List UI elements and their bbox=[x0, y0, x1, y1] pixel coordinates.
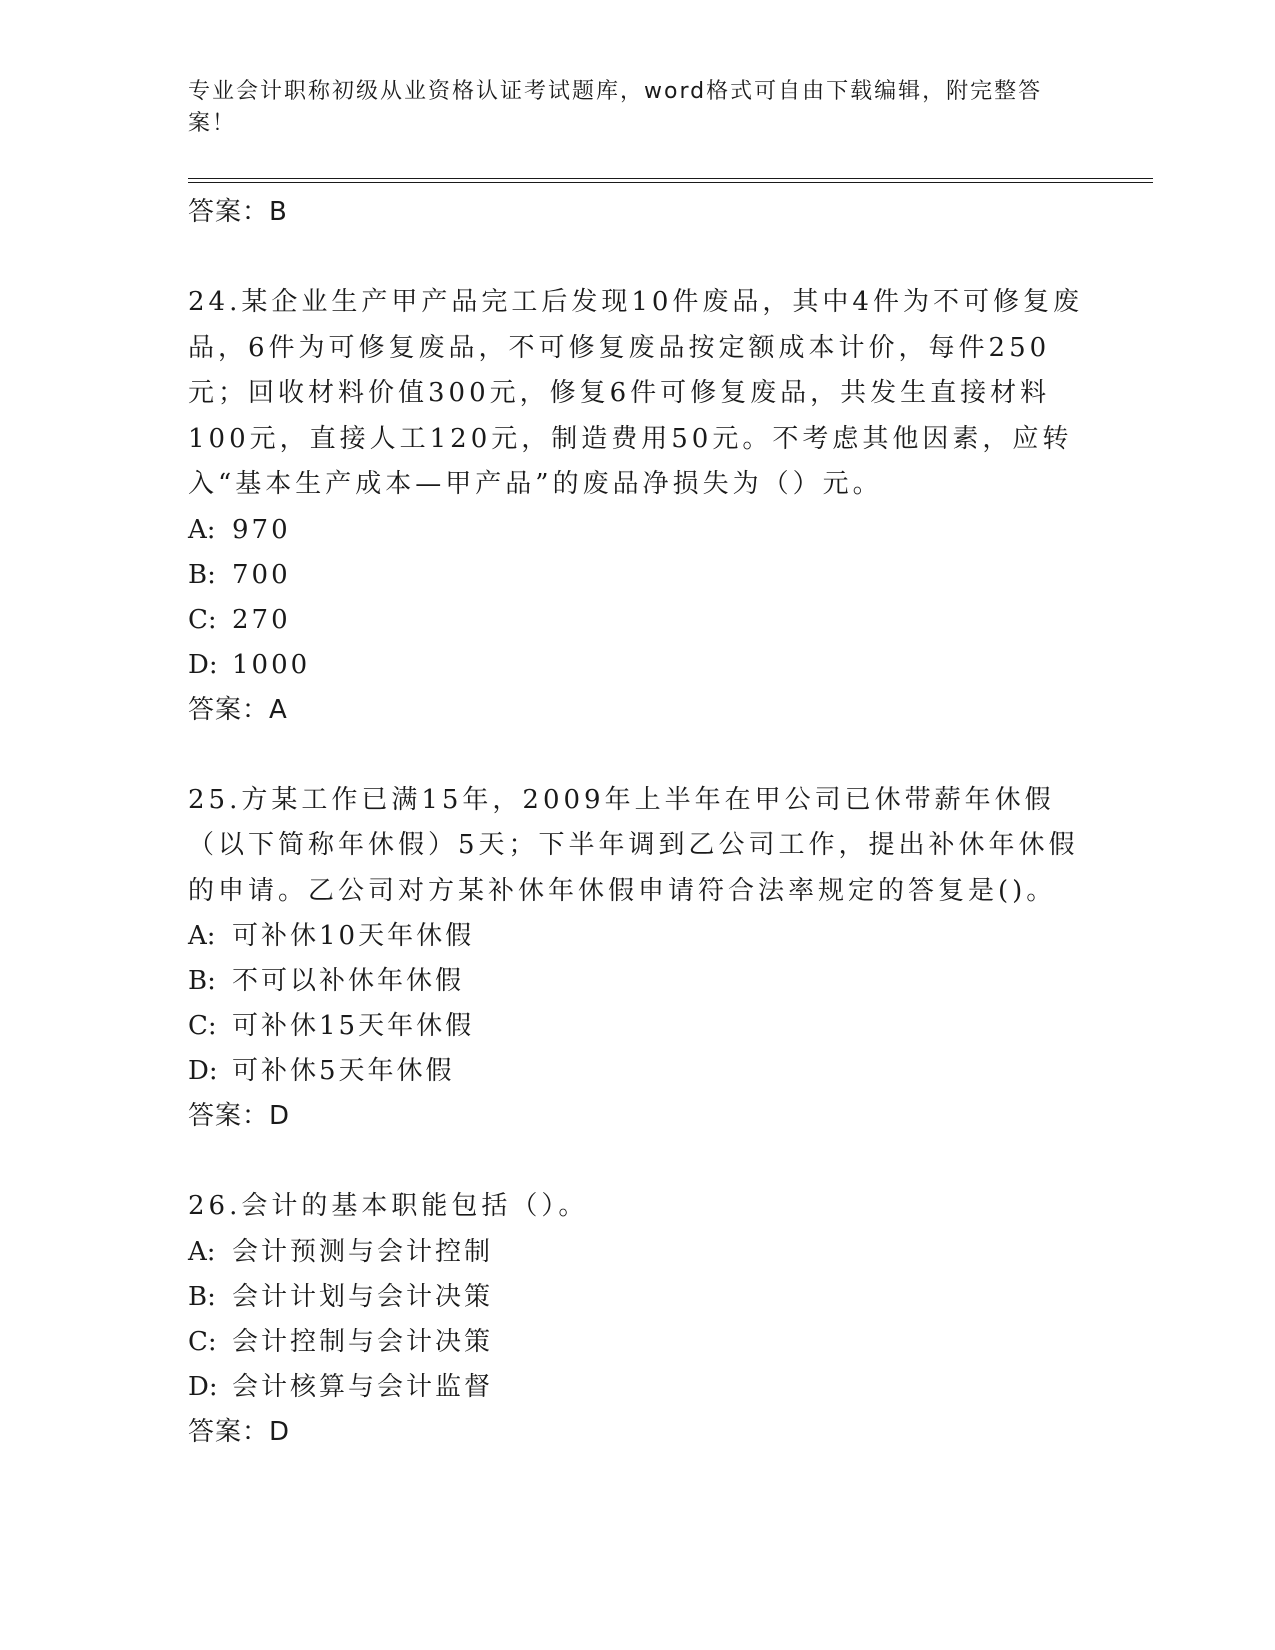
option-text: 可补休10天年休假 bbox=[232, 921, 475, 951]
answer-option bbox=[188, 508, 1088, 553]
answer-line: 答案：D bbox=[188, 1416, 291, 1447]
spacer bbox=[188, 733, 1088, 778]
option-label: C: bbox=[188, 1011, 217, 1041]
header-divider-bottom bbox=[188, 182, 1153, 183]
option-label: A: bbox=[188, 1236, 216, 1267]
option-text: 会计控制与会计决策 bbox=[232, 1326, 494, 1357]
option-label: B: bbox=[188, 559, 216, 590]
option-label: A: bbox=[188, 514, 216, 545]
header-divider-top bbox=[188, 178, 1153, 179]
page-header-text: 专业会计职称初级从业资格认证考试题库，word格式可自由下载编辑，附完整答案！ bbox=[188, 79, 1043, 136]
answer-option bbox=[188, 1365, 1088, 1410]
option-label: D: bbox=[188, 649, 218, 680]
answer-option bbox=[188, 1320, 1088, 1365]
answer-option bbox=[188, 914, 1088, 959]
option-label: D: bbox=[188, 1056, 218, 1086]
answer-line: 答案：B bbox=[188, 197, 288, 227]
answer-option bbox=[188, 1049, 1088, 1094]
answer-option bbox=[188, 959, 1088, 1004]
option-label: C: bbox=[188, 604, 217, 635]
option-text: 可补休15天年休假 bbox=[232, 1011, 475, 1041]
question-list bbox=[188, 190, 1088, 1455]
option-text: 1000 bbox=[232, 649, 311, 680]
option-text: 会计核算与会计监督 bbox=[232, 1371, 494, 1402]
option-text: 700 bbox=[232, 559, 291, 590]
answer-line: 答案：D bbox=[188, 1101, 291, 1131]
spacer bbox=[188, 235, 1088, 280]
question-text: 26.会计的基本职能包括（）。 bbox=[188, 1191, 589, 1221]
spacer bbox=[188, 1139, 1088, 1184]
option-text: 会计预测与会计控制 bbox=[232, 1236, 494, 1267]
option-label: B: bbox=[188, 1281, 216, 1312]
option-label: C: bbox=[188, 1326, 217, 1357]
answer-option bbox=[188, 643, 1088, 688]
answer-option bbox=[188, 1230, 1088, 1275]
answer-line: 答案：A bbox=[188, 694, 288, 725]
answer-option bbox=[188, 553, 1088, 598]
question-text: 25.方某工作已满15年，2009年上半年在甲公司已休带薪年休假（以下简称年休假）5天；下半年调到乙公司工作，提出补休年休假的申请。乙公司对方某补休年休假申请符合法率规定的答复是()。 bbox=[188, 784, 1079, 906]
option-label: B: bbox=[188, 966, 216, 996]
option-label: D: bbox=[188, 1371, 218, 1402]
question-text: 24.某企业生产甲产品完工后发现10件废品，其中4件为不可修复废品，6件为可修复废品，不可修复废品按定额成本计价，每件250元；回收材料价值300元，修复6件可修复废品，共发生直接材料100元，直接人工120元，制造费用50元。不考虑其他因素，应转入“基本生产成本—甲产品”的废品净损失为（）元。 bbox=[188, 287, 1083, 499]
option-text: 可补休5天年休假 bbox=[232, 1056, 455, 1086]
option-text: 270 bbox=[232, 604, 291, 635]
option-label: A: bbox=[188, 921, 216, 951]
option-text: 970 bbox=[232, 514, 291, 545]
option-text: 会计计划与会计决策 bbox=[232, 1281, 494, 1312]
answer-option bbox=[188, 598, 1088, 643]
answer-option bbox=[188, 1275, 1088, 1320]
option-text: 不可以补休年休假 bbox=[232, 966, 465, 996]
answer-option bbox=[188, 1004, 1088, 1049]
